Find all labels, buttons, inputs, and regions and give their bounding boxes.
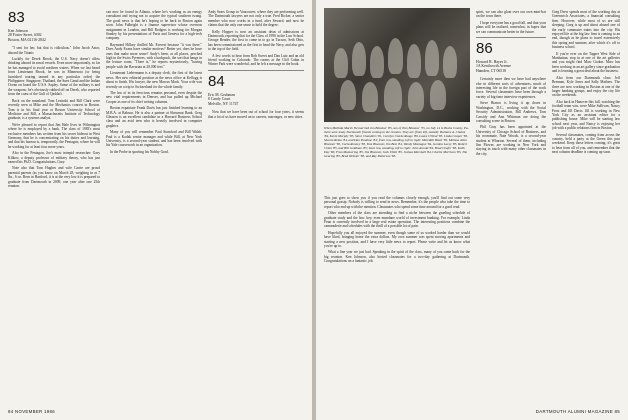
class-secretary-address: Howard R. Hayes Jr. 1A Kenilworth Avenue Hamden, CT 06518	[476, 60, 511, 73]
column-paragraph: Luckily for Derek Brook, the U.S. Navy doesn't allow drinking aboard its naval vessels. Even more importantly, so far he has managed to avoid northern waters. When we last heard from Lieutenant Brook, he was in Minnesota (or being furnished touring tanned in any particular order) the Philippines: Singapore, Thailand, the Suez Canal and the Indian Ocean on board the U.S.S. Sapley. Some of the military is and the weapons: he's obviously rubbed off on Derek, who reported from the coast of the Gulf of Qaddafi.	[8, 57, 100, 97]
column-paragraph: "I sent for her, but that is ridiculous." John Jacob Astor, aboard the Titanic	[8, 46, 100, 55]
column-paragraph: Greg Drew spends most of the working day at Greenwich Associates, a financial consulting firm. However, while most of us are still sleeping, Greg is up and about aboard one of the early commuter trains into the city. His enjoyed life at the big law firm is coming to an end, though as he plans to travel extensively this spring and summer, after which it's off to business school.	[552, 10, 620, 50]
column-paragraph: Certainly more then we have had anywhere else in different sorts of adventures, much of interesting life in the foreign part of the work force. Several classmates have been through a variety of big-time interview experiences.	[476, 77, 546, 99]
column-paragraph: Lieutenant Liebermann is a deputy clerk, the first of the latest news. Her new editorial position at the news office at Kellogg is about to finish. His lawyer, the new Marcus Mack. Your wife was recently on a trip to Switzerland for the whole family.	[106, 71, 202, 89]
column-paragraph: We're pleased to report that Jim Hale lives in Wilmington where he is employed by a bank. The class of 1983's most exclusive members has written from his secret hideout in West Germany, that he is concentrating on his duties and learning, and that his bureau is, temporarily, the Pentagon, where he will be working for at least four more years.	[8, 122, 100, 149]
column-paragraph: What a fine year we just had. Speaking in the spirit of the class, many of you came back for the big reunion. Ken Johnson, also hosted classmates for a two-day gathering at Dartmouth. Congratulations on a fantastic job.	[324, 250, 470, 264]
column-paragraph: Several classmates, coming from across the country, held a party at the Green this past weekend. Keep those letters coming; it's great to hear from all of you, and remember that the next column deadline is coming up soon.	[552, 132, 620, 155]
left-column-3	[208, 10, 304, 121]
column-paragraph: Back on the mainland, Tom Lesinski and Bill Clark were recently seen at Mike and the Mechanics concert in Boston. Tom is in his final year at Boston University School of Medicine and Bill, a Massachusetts Institute of Technology graduate, is a systems analyst.	[8, 98, 100, 121]
left-column-2	[106, 10, 202, 156]
right-column-2	[476, 10, 546, 158]
column-paragraph: Also back in Hanover this fall, watching the football team win, were Mike Sullivan, Nancy Frost and Jill Davis. Jill is working in New York City as an assistant editor for a publishing house. Mike will be starting law school next year, and Nancy is enjoying her job with a public relations firm in Boston.	[552, 99, 620, 131]
left-page	[0, 0, 312, 420]
column-paragraph: Note also that Tom Hughes and wife Carrie are proud parental parents (as you know on March 28, weighing in at 7 lbs., 6 oz. Born in Hartford, it is at the very low it is prepared to graduate from Dartmouth in 2009, one year after one 25th reunion.	[8, 166, 100, 188]
section-divider	[208, 70, 304, 71]
class-number-84: 84	[208, 72, 225, 90]
right-page	[316, 0, 628, 420]
column-paragraph: I hope everyone has a good fall, and that your plans will be realized, somewhat, in hopes that we can communicate better in the future.	[476, 20, 546, 34]
left-column-1	[8, 10, 100, 190]
column-paragraph: Other members of the class are attending to find a niche between the grueling schedule of graduate study and the law: key, even mundane world of investment banking. For example, Linda Feun is currently involved in a large real estate operation. The interesting positions combine the camaraderie and schedules with the thrill of a possible lot of pain.	[324, 211, 470, 229]
class-secretary-address: Eric M. Grubman 8 Candy Court Melville, NY 11747	[208, 92, 239, 106]
column-paragraph: Steve Bianco is living it up down in Washington, D.C., working with the Social Security Administration, Bill Andrews, Tom Cassidy and Ann Whitman are doing the consulting scene in Boston.	[476, 101, 546, 123]
column-paragraph: Kelly Hopper is now an assistant dean of admissions at Dartmouth, reporting that for the Class of 1990 in the Law School. George Bender, the first to come in to go in Tucson, Seth Ohio, has been commissioned as the first to head the Navy, and also gets to the top of the field.	[208, 29, 304, 52]
column-paragraph: Many of you will remember Paul Stamford and Bill Walsh. Paul is a Kodak senior manager and while Bill, at New York University, is a second-year student, and has been involved with his Yale coursework in an organization.	[106, 130, 202, 148]
class-number-86: 86	[476, 40, 493, 58]
column-paragraph: spirit, we can also gloat over our own mini-bar on the town there.	[476, 10, 546, 19]
column-paragraph: Also from our Dartmouth class: Jeff Brennan, Kyle Jones and Sally Mathers. The three are now working in Boston at one of the larger banking groups, and enjoy the city life on the weekends.	[552, 75, 620, 98]
column-paragraph: Phil Gray has been appointed at the University of Chicago School of Business, and his roommate, Nate Woods, is a second-year student at Wharton. Several of them, including Jim Flower, are working in New York and staying in touch with many other classmates in the city.	[476, 125, 546, 156]
column-paragraph: The law of in its ferocious remains personal, even despite the new vital requirements in Denver, and has pulled up Michael Cooper as one of its chief writing columns.	[106, 90, 202, 104]
page-footer-left: 84 NOVEMBER 1986	[8, 409, 56, 414]
column-paragraph: Now that we have been out of school for four years, it seems that a lot of us have moved on to careers, marriages, or new cities.	[208, 110, 304, 119]
column-paragraph: can now be found in Atlanta, where he's working as an energy consultant and trying not to acquire the typical southern twang. The good news is that he's hoping to be back in Boston again soon. John Fulbright is a finance supervisor whose overseas assignment in London, and Bill Rodgers is working for Morgan Stanley by his presentations of Paris and Geneva for a high-tech company.	[106, 10, 202, 41]
column-paragraph: Boston expatriate Frank Davis has just finished learning to an M.B.A. at Babson. He is also a partner at Shawmut Bank. Greg Gleason is an excellent candidate in a Harvard Business School class and an avid teen who is heavily involved in computer graphics.	[106, 106, 202, 128]
column-paragraph: This just goes to show you if you read the columns closely enough, you'll find out some very personal gossip. Nobody is willing to send in news. Remember, it's the people who take the time to report who end up with the mention. Classmates who spend some time around for a good read.	[324, 196, 470, 209]
photo-caption: When Melinda Marsh '84 married Jon Bloomer '85, son of Tom Bloomer '55, on July 14 in Bucks County, Pa., there were many Dartmouth friends coming to the reunion. They are (from left, seated): Barbara A. Chabot '84, Kevin Murphy '85, Steve Chandlers '81, Carolyn Clarke Runge '80, Laura O'Neal '85, Linda Cooper '85, Sharon Reina '84, and Dan Posdnoe '84; front row, standing, left to right: Meredith Bisett '85, Melissa Allen Bloomer '85, Carla Ronney '83, Tom Bloomer, Jim Best '84, Wendy Montague '84, Gordon Lacey '85, Robert Chien '85, and Bill Goldman '85; back row, standing, left to right: John Arnold '84, Brad Chafer '83, Keith Day '80, Fran Mannering '85, Jim Bloomer, Jack Ullett '85, Joshua Marshall '84, Charlie Morrison '85, Tim Gearing '83, Brad Webster '83, and Ray Patterson '83.	[324, 126, 470, 158]
section-divider	[476, 37, 546, 38]
right-column-3	[552, 10, 620, 157]
column-paragraph: Andy Sears Group in Vancouver, where they are performing well. The Dartmouth lawyers are not only a true. Fred Ricker, a senior member who now works in a fund, after Seward, and now he claims that the only one sense to hold the degree.	[208, 10, 304, 28]
class-secretary-address: Ken Johnson 28 Foster Street, #302 Boston, MA 02116-2842	[8, 29, 46, 42]
class-number-83: 83	[8, 9, 25, 26]
wedding-group-photo	[324, 8, 470, 122]
column-paragraph: Raymond Hillary thrilled Mr. Everest because "it was there." Does Andy Evans have similar motives? Better yet, does he have ones that make more sense? Andy's been, at all places, perched high in the Swiss Pyrenees, with a backpack, the sort that hangs in the lecture room, "There is," he reports mysteriously, "having people with the Bavarian at 20,000 feet."	[106, 42, 202, 69]
page-footer-right: DARTMOUTH ALUMNI MAGAZINE 85	[535, 409, 620, 414]
column-paragraph: A few words to hear from Rob Sweet and Dan Lutz and an old friend working in Colorado. The rooms at the Cliff Cabin in Winter Park were wonderful, and he left a message in the book.	[208, 53, 304, 67]
column-paragraph: Hopefully you all enjoyed the summer, even though some of us worked harder than we would have liked, bringing home the extra dollars. My own summer was spent moving apartments and starting a new position, and I have very little news to report. Please write and let us know what you're up to.	[324, 230, 470, 249]
column-paragraph: Also in the Pentagon, Joe's most intrepid researcher: Gary Kilkow, a deputy professor of military theory, who has just earned his Ph.D. Congratulations, Gary.	[8, 151, 100, 164]
column-paragraph: If you're ever on the Tapper West Side of Manhattan, stop in at one of the art galleries and you might find Marc Godon. Marc has been working in an art gallery since graduation and is learning a great deal about the business.	[552, 51, 620, 74]
column-paragraph: In the Probe in sporting his Nobby Grad.	[110, 149, 169, 154]
right-column-1	[324, 196, 470, 266]
